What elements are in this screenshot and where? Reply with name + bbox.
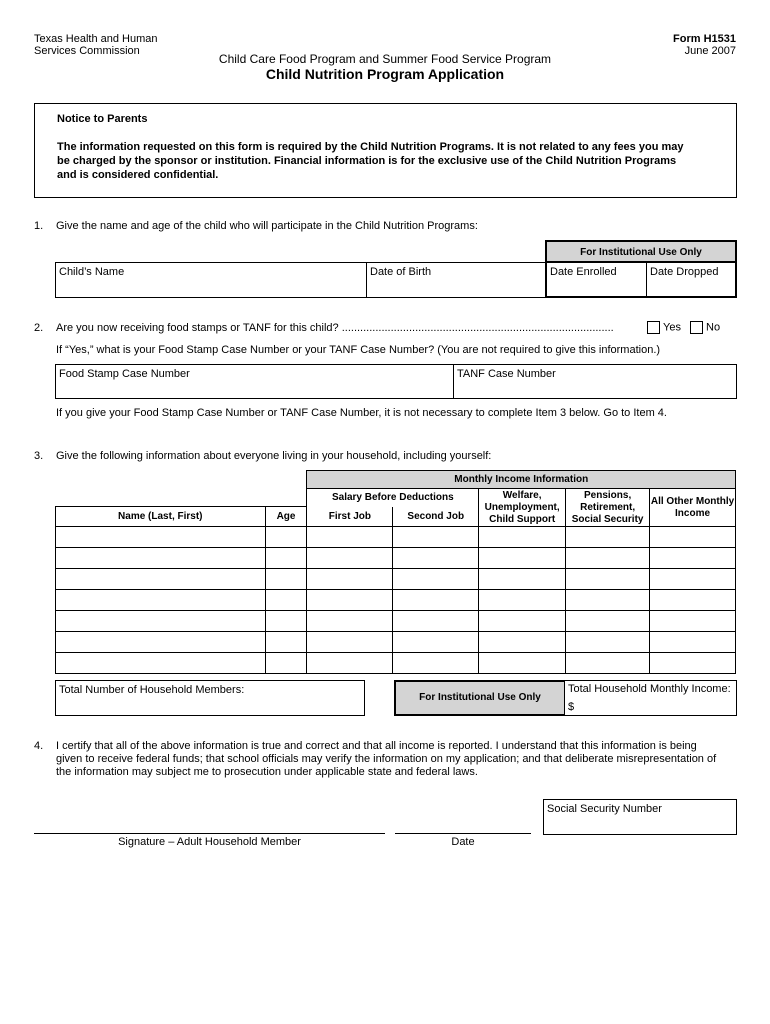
other-income-cell[interactable] <box>650 590 736 611</box>
item3-number: 3. <box>34 450 44 462</box>
welfare-cell[interactable] <box>479 527 566 548</box>
household-row <box>56 653 736 674</box>
total-members-label: Total Number of Household Members: <box>59 684 245 696</box>
item4-line3: the information may subject me to prosecution under applicable state and federal laws. <box>56 766 478 778</box>
other-income-cell[interactable] <box>650 527 736 548</box>
pensions-header-line1: Pensions, <box>583 489 632 501</box>
first-job-cell[interactable] <box>307 548 393 569</box>
second-job-cell[interactable] <box>393 569 479 590</box>
household-row <box>56 632 736 653</box>
name-cell[interactable] <box>56 653 266 674</box>
name-cell[interactable] <box>56 527 266 548</box>
agency-name-line1: Texas Health and Human <box>34 33 158 45</box>
item2-followup: If “Yes,” what is your Food Stamp Case Number or your TANF Case Number? (You are not required to give this information.) <box>56 344 661 356</box>
notice-line2: be charged by the sponsor or institution. Financial information is for the exclusive use of the Child Nutrition Programs <box>57 155 677 167</box>
name-column-header: Name (Last, First) <box>56 507 266 527</box>
pensions-header-line2: Retirement, <box>580 501 636 513</box>
date-dropped-label: Date Dropped <box>650 266 719 278</box>
other-income-header-line2: Income <box>675 507 711 519</box>
date-label: Date <box>451 836 475 848</box>
second-job-cell[interactable] <box>393 632 479 653</box>
first-job-cell[interactable] <box>307 611 393 632</box>
welfare-cell[interactable] <box>479 653 566 674</box>
pensions-cell[interactable] <box>566 632 650 653</box>
pensions-header <box>566 489 650 527</box>
total-income-label: Total Household Monthly Income: <box>568 683 731 695</box>
pensions-header-line3: Social Security <box>571 513 644 525</box>
item2-number: 2. <box>34 322 44 334</box>
welfare-header-line3: Child Support <box>489 513 556 525</box>
item2-note: If you give your Food Stamp Case Number or TANF Case Number, it is not necessary to complete Item 3 below. Go to Item 4. <box>56 407 667 419</box>
item1-number: 1. <box>34 220 44 232</box>
item4-line1: I certify that all of the above information is true and correct and that all income is reported. I understand that this information is being <box>56 740 697 752</box>
childs-name-field[interactable] <box>55 262 367 298</box>
date-enrolled-label: Date Enrolled <box>550 266 617 278</box>
other-income-header-line1: All Other Monthly <box>650 495 735 507</box>
welfare-header-line1: Welfare, <box>502 489 542 501</box>
other-income-cell[interactable] <box>650 569 736 590</box>
item2-question: Are you now receiving food stamps or TANF for this child? ......................................................................................... <box>56 322 614 334</box>
signature-line[interactable] <box>34 833 385 834</box>
signature-label: Signature – Adult Household Member <box>118 836 301 848</box>
second-job-cell[interactable] <box>393 590 479 611</box>
form-date: June 2007 <box>684 45 736 57</box>
other-income-cell[interactable] <box>650 611 736 632</box>
notice-box <box>34 103 737 198</box>
first-job-cell[interactable] <box>307 590 393 611</box>
food-stamp-case-field[interactable] <box>55 364 454 399</box>
welfare-cell[interactable] <box>479 632 566 653</box>
household-row <box>56 527 736 548</box>
date-line[interactable] <box>395 833 531 834</box>
no-label: No <box>706 321 721 334</box>
welfare-cell[interactable] <box>479 548 566 569</box>
program-name: Child Care Food Program and Summer Food Service Program <box>218 52 552 66</box>
age-cell[interactable] <box>265 590 307 611</box>
item4-number: 4. <box>34 740 44 752</box>
pensions-cell[interactable] <box>566 653 650 674</box>
date-enrolled-field[interactable] <box>545 262 647 298</box>
yes-checkbox[interactable] <box>647 321 660 334</box>
name-cell[interactable] <box>56 548 266 569</box>
second-job-cell[interactable] <box>393 548 479 569</box>
first-job-cell[interactable] <box>307 632 393 653</box>
first-job-cell[interactable] <box>307 527 393 548</box>
other-income-cell[interactable] <box>650 653 736 674</box>
institutional-use-header <box>545 240 737 262</box>
first-job-column-header: First Job <box>307 507 393 527</box>
first-job-cell[interactable] <box>307 569 393 590</box>
name-cell[interactable] <box>56 569 266 590</box>
dollar-sign: $ <box>568 701 575 713</box>
tanf-case-label: TANF Case Number <box>457 368 556 380</box>
date-of-birth-field[interactable] <box>366 262 546 298</box>
welfare-header-line2: Unemployment, <box>484 501 560 513</box>
welfare-cell[interactable] <box>479 611 566 632</box>
pensions-cell[interactable] <box>566 527 650 548</box>
agency-name-line2: Services Commission <box>34 45 140 57</box>
item1-text: Give the name and age of the child who will participate in the Child Nutrition Programs: <box>56 220 478 232</box>
household-row <box>56 548 736 569</box>
first-job-cell[interactable] <box>307 653 393 674</box>
ssn-label: Social Security Number <box>547 803 662 815</box>
salary-header: Salary Before Deductions <box>307 489 479 507</box>
welfare-cell[interactable] <box>479 590 566 611</box>
name-cell[interactable] <box>56 590 266 611</box>
welfare-cell[interactable] <box>479 569 566 590</box>
childs-name-label: Child’s Name <box>59 266 125 278</box>
date-of-birth-label: Date of Birth <box>370 266 432 278</box>
second-job-cell[interactable] <box>393 611 479 632</box>
age-cell[interactable] <box>265 527 307 548</box>
yes-label: Yes <box>663 321 681 334</box>
no-checkbox[interactable] <box>690 321 703 334</box>
name-cell[interactable] <box>56 632 266 653</box>
ssn-field[interactable] <box>543 799 737 835</box>
second-job-column-header: Second Job <box>393 507 479 527</box>
other-income-cell[interactable] <box>650 548 736 569</box>
notice-line1: The information requested on this form is required by the Child Nutrition Programs. It is not related to any fees you may <box>57 141 684 153</box>
form-title: Child Nutrition Program Application <box>265 66 505 82</box>
item3-text: Give the following information about everyone living in your household, including yourself: <box>56 450 492 462</box>
age-cell[interactable] <box>265 548 307 569</box>
yes-no-group <box>641 321 720 334</box>
age-cell[interactable] <box>265 653 307 674</box>
institutional-use-box <box>394 680 565 716</box>
institutional-use-label: For Institutional Use Only <box>580 247 702 258</box>
name-cell[interactable] <box>56 611 266 632</box>
food-stamp-case-label: Food Stamp Case Number <box>59 368 190 380</box>
other-income-header <box>650 489 736 527</box>
monthly-income-header: Monthly Income Information <box>307 471 736 489</box>
household-row <box>56 569 736 590</box>
age-cell[interactable] <box>265 569 307 590</box>
second-job-cell[interactable] <box>393 527 479 548</box>
pensions-cell[interactable] <box>566 569 650 590</box>
age-cell[interactable] <box>265 632 307 653</box>
pensions-cell[interactable] <box>566 611 650 632</box>
form-number: Form H1531 <box>673 33 736 45</box>
institutional-use-box-label: For Institutional Use Only <box>419 692 541 703</box>
other-income-cell[interactable] <box>650 632 736 653</box>
second-job-cell[interactable] <box>393 653 479 674</box>
pensions-cell[interactable] <box>566 548 650 569</box>
tanf-case-field[interactable] <box>453 364 737 399</box>
total-members-field[interactable] <box>55 680 365 716</box>
household-row <box>56 590 736 611</box>
total-income-field[interactable] <box>564 680 737 716</box>
household-table <box>55 470 736 674</box>
pensions-cell[interactable] <box>566 590 650 611</box>
notice-heading: Notice to Parents <box>57 113 148 125</box>
household-row <box>56 611 736 632</box>
date-dropped-field[interactable] <box>646 262 737 298</box>
item4-line2: given to receive federal funds; that school officials may verify the information on my application; and that deliberate misrepresentation of <box>56 753 717 765</box>
age-column-header: Age <box>265 507 307 527</box>
welfare-header <box>479 489 566 527</box>
notice-line3: and is considered confidential. <box>57 169 219 181</box>
age-cell[interactable] <box>265 611 307 632</box>
